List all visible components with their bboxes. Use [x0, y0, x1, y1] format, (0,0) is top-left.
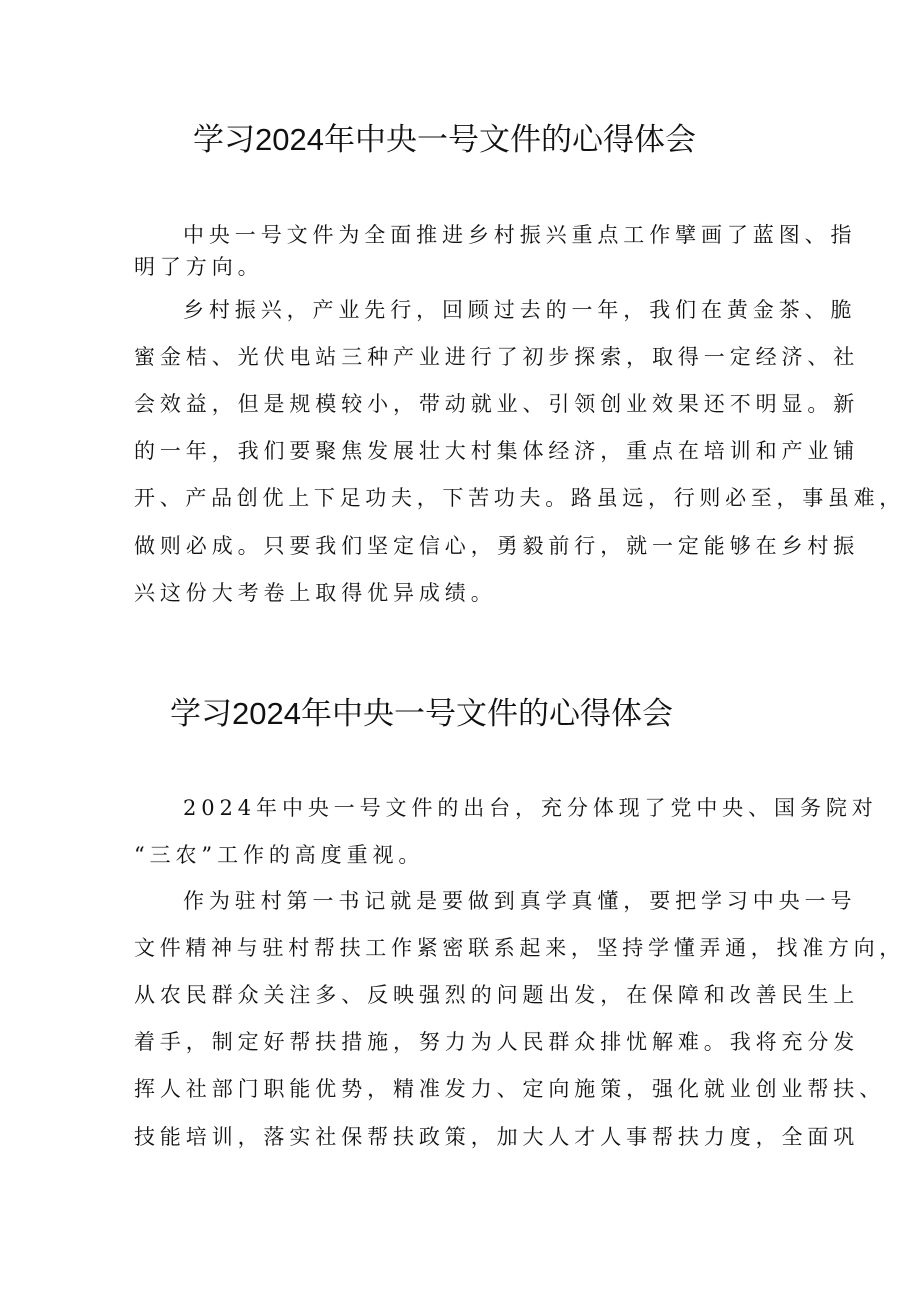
article-1-p2-line-2: 蜜金桔、光伏电站三种产业进行了初步探索，取得一定经济、社: [134, 345, 860, 369]
article-2-p2-line-5: 挥人社部门职能优势，精准发力、定向施策，强化就业创业帮扶、: [134, 1077, 886, 1101]
article-1-p2-line-4: 的一年，我们要聚焦发展壮大村集体经济，重点在培训和产业铺: [134, 439, 860, 463]
article-1-p2-line-7: 兴这份大考卷上取得优异成绩。: [134, 581, 497, 605]
article-1-p2-line-6: 做则必成。只要我们坚定信心，勇毅前行，就一定能够在乡村振: [134, 534, 860, 558]
article-1-p2-line-1: 乡村振兴，产业先行，回顾过去的一年，我们在黄金茶、脆: [183, 298, 857, 322]
article-1-p2-line-5: 开、产品创优上下足功夫，下苦功夫。路虽远，行则必至，事虽难，: [134, 486, 905, 510]
article-1-p1-line-2: 明了方向。: [134, 255, 264, 279]
article-2-p2-line-3: 从农民群众关注多、反映强烈的问题出发，在保障和改善民生上: [134, 983, 860, 1007]
article-1-p2-line-3: 会效益，但是规模较小，带动就业、引领创业效果还不明显。新: [134, 392, 860, 416]
article-1-p1-line-1: 中央一号文件为全面推进乡村振兴重点工作擘画了蓝图、指: [183, 223, 857, 247]
article-2-p1-line-1: 2024年中央一号文件的出台，充分体现了党中央、国务院对: [183, 796, 878, 820]
article-2-p2-line-4: 着手，制定好帮扶措施，努力为人民群众排忧解难。我将充分发: [134, 1030, 860, 1054]
article-2-p2-line-1: 作为驻村第一书记就是要做到真学真懂，要把学习中央一号: [183, 889, 857, 913]
article-2-p2-line-6: 技能培训，落实社保帮扶政策，加大人才人事帮扶力度，全面巩: [134, 1125, 860, 1149]
article-2-title: 学习2024年中央一号文件的心得体会: [170, 696, 673, 731]
article-2-p2-line-2: 文件精神与驻村帮扶工作紧密联系起来，坚持学懂弄通，找准方向，: [134, 936, 905, 960]
article-1-title: 学习2024年中央一号文件的心得体会: [193, 122, 696, 157]
article-2-p1-line-2: “三农”工作的高度重视。: [134, 843, 425, 867]
